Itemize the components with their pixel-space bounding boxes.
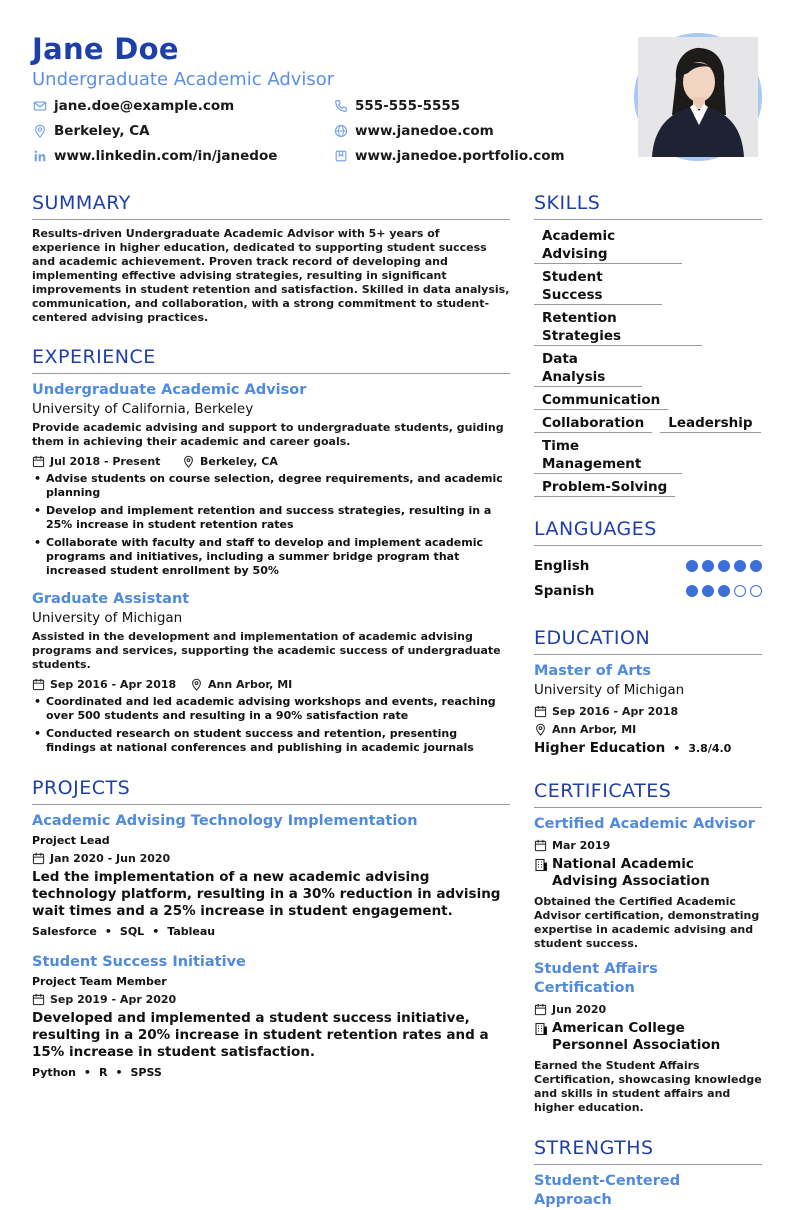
certificate-entry	[534, 960, 762, 1115]
experience-role: Graduate Assistant	[32, 591, 190, 607]
education-location-row	[534, 720, 762, 738]
building-icon	[534, 1022, 547, 1035]
language-name: Spanish	[534, 582, 595, 599]
contact-portfolio[interactable]: www.janedoe.portfolio.com	[333, 147, 593, 165]
certificate-date: Jun 2020	[552, 1002, 607, 1016]
skill-tag: Communication	[534, 391, 668, 410]
education-field: Higher Education	[534, 740, 666, 756]
level-dot	[718, 585, 730, 597]
calendar-icon	[32, 678, 45, 691]
strengths-section	[534, 1135, 762, 1210]
skills-list	[534, 227, 762, 497]
education-field-row: Higher Education • 3.8/4.0	[534, 740, 732, 756]
project-role: Project Team Member	[32, 975, 167, 988]
level-dot	[702, 560, 714, 572]
level-dot	[686, 585, 698, 597]
certificate-issuer-row	[534, 1020, 762, 1054]
project-meta	[32, 990, 510, 1008]
project-meta	[32, 849, 510, 867]
projects-heading: PROJECTS	[32, 775, 510, 805]
location-pin-icon	[190, 678, 203, 691]
level-dot	[686, 560, 698, 572]
location-pin-icon	[534, 723, 547, 736]
education-dates: Sep 2016 - Apr 2018	[552, 704, 679, 718]
education-gpa: 3.8/4.0	[688, 741, 732, 755]
tag: Salesforce	[32, 925, 97, 938]
calendar-icon	[534, 839, 547, 852]
list-item: • Collaborate with faculty and staff to develop and implement academic programs and initiatives, including a summer bridge program that increased student enrollment by 50%	[32, 536, 510, 578]
right-column	[534, 190, 762, 1210]
level-dot	[734, 585, 746, 597]
projects-section	[32, 775, 510, 1082]
strengths-heading: STRENGTHS	[534, 1135, 762, 1165]
language-level	[686, 560, 762, 572]
certificate-name: Student Affairs Certification	[534, 961, 658, 996]
building-icon	[534, 858, 547, 871]
certificate-name: Certified Academic Advisor	[534, 816, 755, 832]
portfolio-icon	[333, 149, 348, 164]
experience-org: University of California, Berkeley	[32, 401, 254, 417]
list-item: • Conducted research on student success and retention, presenting findings at national conferences and publishing in academic journals	[32, 727, 510, 755]
summary-section	[32, 190, 510, 325]
certificate-date: Mar 2019	[552, 838, 611, 852]
experience-heading: EXPERIENCE	[32, 344, 510, 374]
experience-desc: Provide academic advising and support to undergraduate students, guiding them in achieving their academic and career goals.	[32, 421, 504, 448]
contact-list	[32, 97, 592, 165]
contact-website[interactable]: www.janedoe.com	[333, 122, 593, 140]
certificates-section	[534, 778, 762, 1115]
location-pin-icon	[32, 124, 47, 139]
certificate-date-row	[534, 1000, 762, 1018]
experience-meta	[32, 452, 510, 470]
project-name: Student Success Initiative	[32, 954, 246, 970]
contact-email[interactable]: jane.doe@example.com	[32, 97, 333, 115]
skill-tag: Leadership	[660, 414, 760, 433]
person-portrait-icon	[638, 37, 758, 157]
project-role: Project Lead	[32, 834, 110, 847]
experience-section	[32, 344, 510, 755]
contact-phone[interactable]: 555-555-5555	[333, 97, 593, 115]
project-tags: Python • R • SPSS	[32, 1066, 162, 1079]
education-heading: EDUCATION	[534, 625, 762, 655]
skill-tag: Data Analysis	[534, 350, 642, 387]
tag: Tableau	[167, 925, 216, 938]
education-degree: Master of Arts	[534, 663, 652, 679]
certificate-issuer-row	[534, 856, 762, 890]
experience-entry	[32, 590, 510, 755]
summary-text: Results-driven Undergraduate Academic Advisor with 5+ years of experience in higher education, dedicated to supporting student success and academic achievement. Proven track record of developing and implementing effective advising strategies, resulting in significant improvements in student retention and satisfaction. Skilled in data analysis, communication, and collaboration, with a strong commitment to student-centered advising practices.	[32, 227, 510, 324]
language-row	[534, 578, 762, 603]
location-pin-icon	[182, 455, 195, 468]
tag: R	[98, 1066, 108, 1079]
tag: Python	[32, 1066, 76, 1079]
profile-photo	[634, 33, 762, 161]
contact-location: Berkeley, CA	[32, 122, 333, 140]
skill-tag: Student Success	[534, 268, 662, 305]
skill-tag: Problem-Solving	[534, 478, 675, 497]
strength-item: Student-Centered Approach	[534, 1173, 681, 1208]
project-entry	[32, 812, 510, 941]
skill-tag: Time Management	[534, 437, 682, 474]
project-desc: Developed and implemented a student success initiative, resulting in a 20% increase in student retention rates and a 15% increase in student satisfaction.	[32, 1010, 489, 1060]
certificate-issuer: American College Personnel Association	[552, 1020, 721, 1053]
education-location: Ann Arbor, MI	[552, 722, 637, 736]
certificate-desc: Obtained the Certified Academic Advisor certification, demonstrating expertise in academic advising and student success.	[534, 895, 760, 950]
level-dot	[750, 585, 762, 597]
language-name: English	[534, 557, 590, 574]
languages-heading: LANGUAGES	[534, 516, 762, 546]
experience-org: University of Michigan	[32, 610, 183, 626]
calendar-icon	[32, 993, 45, 1006]
project-name: Academic Advising Technology Implementation	[32, 813, 418, 829]
contact-linkedin[interactable]: www.linkedin.com/in/janedoe	[32, 147, 333, 165]
experience-bullets	[32, 695, 510, 755]
skills-section	[534, 190, 762, 497]
project-dates: Jan 2020 - Jun 2020	[50, 851, 171, 865]
calendar-icon	[534, 1003, 547, 1016]
experience-desc: Assisted in the development and implementation of academic advising programs and services, supporting the academic success of undergraduate students.	[32, 630, 501, 671]
certificate-issuer: National Academic Advising Association	[552, 856, 710, 889]
candidate-title: Undergraduate Academic Advisor	[32, 69, 335, 90]
language-level	[686, 585, 762, 597]
list-item: • Develop and implement retention and success strategies, resulting in a 25% increase in student retention rates	[32, 504, 510, 532]
skill-tag: Collaboration	[534, 414, 652, 433]
skills-heading: SKILLS	[534, 190, 762, 220]
experience-location: Berkeley, CA	[200, 454, 278, 468]
experience-meta	[32, 675, 510, 693]
calendar-icon	[32, 852, 45, 865]
experience-location: Ann Arbor, MI	[208, 677, 293, 691]
certificate-date-row	[534, 836, 762, 854]
list-item: • Advise students on course selection, degree requirements, and academic planning	[32, 472, 510, 500]
education-dates-row	[534, 702, 762, 720]
experience-bullets	[32, 472, 510, 578]
linkedin-icon	[32, 149, 47, 164]
tag: SPSS	[130, 1066, 162, 1079]
mail-icon	[32, 99, 47, 114]
globe-icon	[333, 124, 348, 139]
education-school: University of Michigan	[534, 682, 685, 698]
experience-dates: Jul 2018 - Present	[50, 454, 161, 468]
left-column	[32, 190, 510, 1082]
skill-tag: Retention Strategies	[534, 309, 702, 346]
level-dot	[750, 560, 762, 572]
phone-icon	[333, 99, 348, 114]
candidate-name: Jane Doe	[32, 32, 179, 66]
resume-header	[32, 30, 592, 165]
tag: SQL	[119, 925, 145, 938]
project-entry	[32, 953, 510, 1082]
project-tags: Salesforce • SQL • Tableau	[32, 925, 216, 938]
certificate-entry	[534, 815, 762, 951]
experience-dates: Sep 2016 - Apr 2018	[50, 677, 177, 691]
summary-heading: SUMMARY	[32, 190, 510, 220]
level-dot	[718, 560, 730, 572]
level-dot	[734, 560, 746, 572]
project-desc: Led the implementation of a new academic advising technology platform, resulting in a 30% reduction in advising wait times and a 25% increase in student engagement.	[32, 869, 501, 919]
project-dates: Sep 2019 - Apr 2020	[50, 992, 177, 1006]
languages-section	[534, 516, 762, 603]
certificates-heading: CERTIFICATES	[534, 778, 762, 808]
calendar-icon	[32, 455, 45, 468]
certificate-desc: Earned the Student Affairs Certification, showcasing knowledge and skills in student affairs and higher education.	[534, 1059, 762, 1114]
experience-role: Undergraduate Academic Advisor	[32, 382, 307, 398]
skill-tag: Academic Advising	[534, 227, 682, 264]
language-row	[534, 553, 762, 578]
list-item: • Coordinated and led academic advising workshops and events, reaching over 500 students and resulting in a 90% satisfaction rate	[32, 695, 510, 723]
experience-entry	[32, 381, 510, 578]
calendar-icon	[534, 705, 547, 718]
level-dot	[702, 585, 714, 597]
education-section	[534, 625, 762, 756]
